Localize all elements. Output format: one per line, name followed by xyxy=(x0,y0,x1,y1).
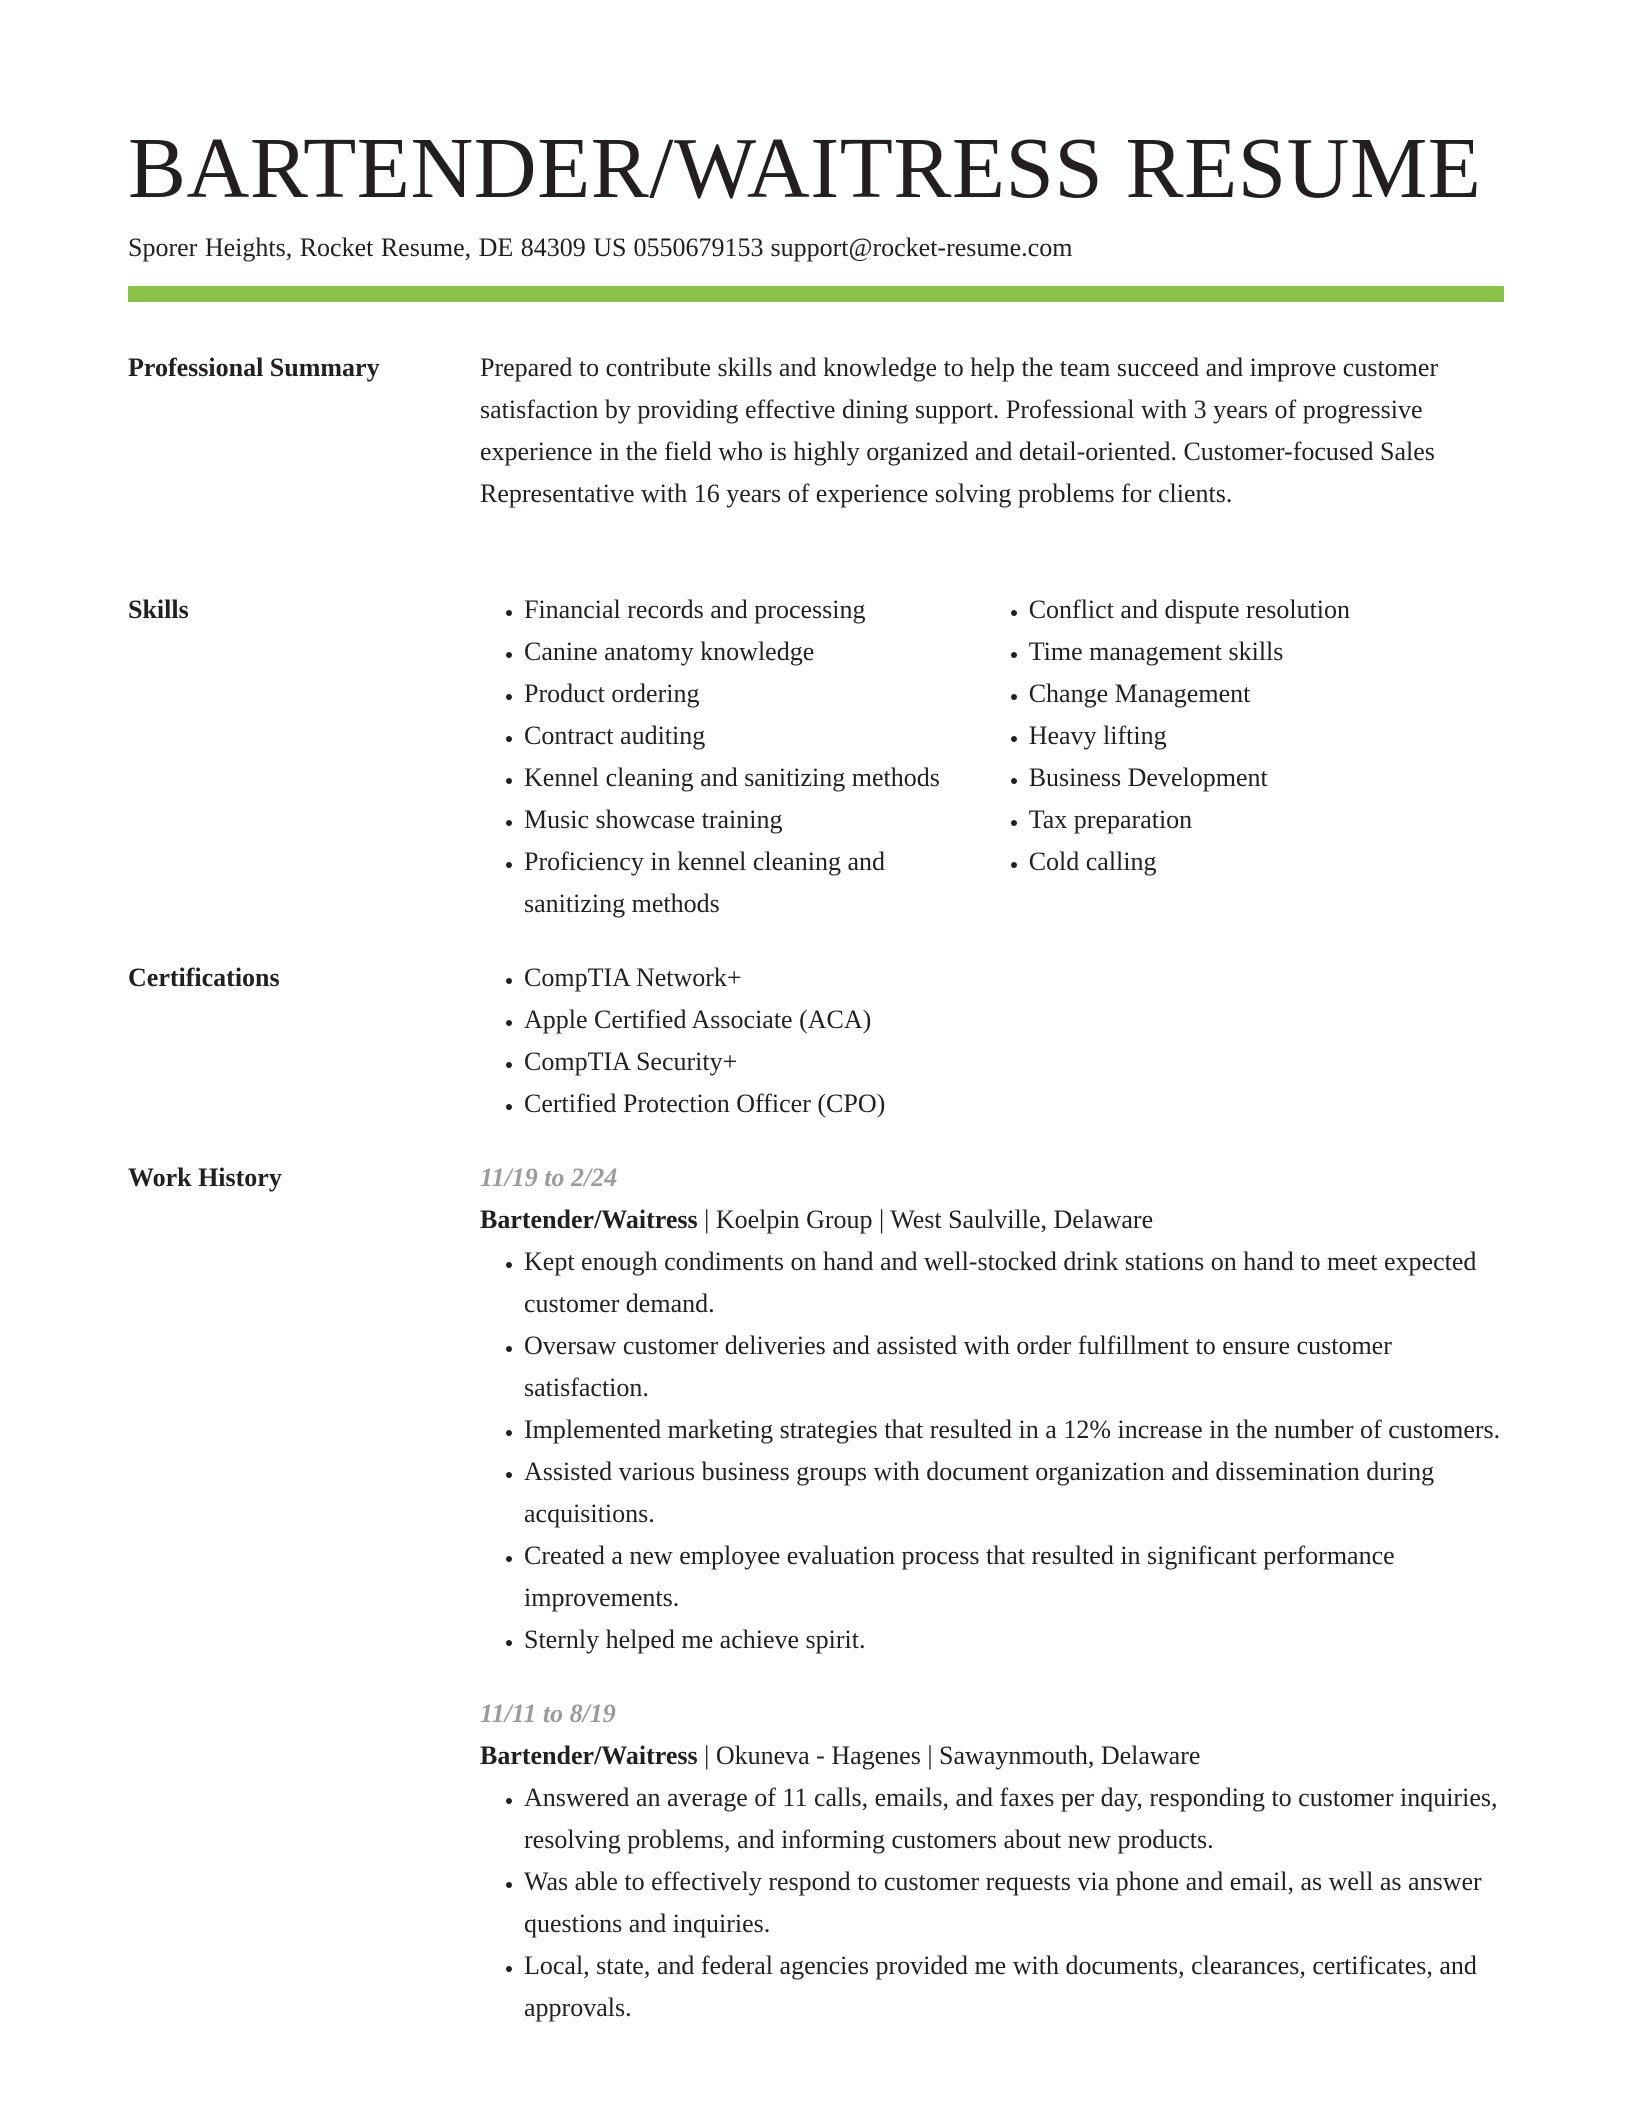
job-title-line xyxy=(480,1735,1504,1777)
job-bullet: • Assisted various business groups with document organization and dissemination during acquisitions. xyxy=(524,1451,1504,1535)
job-entry xyxy=(480,1157,1504,1661)
job-bullet: • Was able to effectively respond to customer requests via phone and email, as well as answer questions and inquiries. xyxy=(524,1861,1504,1945)
job-bullet: • Sternly helped me achieve spirit. xyxy=(524,1619,1504,1661)
certifications-list xyxy=(480,957,1504,1125)
contact-address: Sporer Heights, Rocket Resume, DE 84309 US xyxy=(128,233,627,262)
skill-item: • Canine anatomy knowledge xyxy=(524,631,985,673)
certification-item: • CompTIA Security+ xyxy=(524,1041,1504,1083)
summary-text: Prepared to contribute skills and knowledge to help the team succeed and improve customer satisfaction by providing effective dining support. Professional with 3 years of progressive experience in the field who is highly organized and detail-oriented. Customer-focused Sales Representative with 16 years of experience solving problems for clients. xyxy=(480,353,1439,508)
skill-item: • Cold calling xyxy=(1029,841,1504,883)
job-bullet: • Kept enough condiments on hand and well-stocked drink stations on hand to meet expected customer demand. xyxy=(524,1241,1504,1325)
job-entry xyxy=(480,1693,1504,2029)
skill-item: • Heavy lifting xyxy=(1029,715,1504,757)
job-dates: 11/19 to 2/24 xyxy=(480,1163,618,1192)
skills-column-2 xyxy=(985,589,1504,925)
work-history-heading: Work History xyxy=(128,1163,282,1192)
job-bullet: • Created a new employee evaluation process that resulted in significant performance improvements. xyxy=(524,1535,1504,1619)
skills-heading: Skills xyxy=(128,595,189,624)
skills-column-1 xyxy=(480,589,985,925)
job-bullet: • Local, state, and federal agencies provided me with documents, clearances, certificates, and approvals. xyxy=(524,1945,1504,2029)
skill-item: • Time management skills xyxy=(1029,631,1504,673)
job-bullet: • Oversaw customer deliveries and assisted with order fulfillment to ensure customer satisfaction. xyxy=(524,1325,1504,1409)
certification-item: • Apple Certified Associate (ACA) xyxy=(524,999,1504,1041)
skill-item: • Music showcase training xyxy=(524,799,985,841)
job-bullet: • Answered an average of 11 calls, emails, and faxes per day, responding to customer inquiries, resolving problems, and informing customers about new products. xyxy=(524,1777,1504,1861)
skill-item: • Change Management xyxy=(1029,673,1504,715)
skills-body xyxy=(480,589,1504,925)
summary-heading: Professional Summary xyxy=(128,353,380,382)
skill-item: • Financial records and processing xyxy=(524,589,985,631)
contact-line xyxy=(128,230,1072,266)
certifications-heading: Certifications xyxy=(128,963,280,992)
skill-item: • Business Development xyxy=(1029,757,1504,799)
skill-item: • Product ordering xyxy=(524,673,985,715)
contact-phone: 0550679153 xyxy=(633,233,764,262)
work-history-body xyxy=(480,1157,1504,2029)
job-bullet: • Implemented marketing strategies that resulted in a 12% increase in the number of customers. xyxy=(524,1409,1504,1451)
contact-email: support@rocket-resume.com xyxy=(770,233,1073,262)
job-title: Bartender/Waitress xyxy=(480,1205,698,1234)
skill-item: • Kennel cleaning and sanitizing methods xyxy=(524,757,985,799)
certification-item: • Certified Protection Officer (CPO) xyxy=(524,1083,1504,1125)
skill-item: • Conflict and dispute resolution xyxy=(1029,589,1504,631)
job-details: | Koelpin Group | West Saulville, Delaware xyxy=(697,1205,1154,1234)
job-bullets xyxy=(480,1241,1504,1661)
job-bullets xyxy=(480,1777,1504,2029)
job-title-line xyxy=(480,1199,1504,1241)
skill-item: • Proficiency in kennel cleaning and sanitizing methods xyxy=(524,841,985,925)
job-details: | Okuneva - Hagenes | Sawaynmouth, Delaware xyxy=(697,1741,1201,1770)
header-divider xyxy=(128,286,1504,302)
resume-title: BARTENDER/WAITRESS RESUME xyxy=(128,119,1482,216)
skill-item: • Contract auditing xyxy=(524,715,985,757)
job-title: Bartender/Waitress xyxy=(480,1741,698,1770)
certification-item: • CompTIA Network+ xyxy=(524,957,1504,999)
job-dates: 11/11 to 8/19 xyxy=(480,1699,616,1728)
summary-body xyxy=(480,347,1504,515)
skill-item: • Tax preparation xyxy=(1029,799,1504,841)
certifications-body xyxy=(480,957,1504,1125)
